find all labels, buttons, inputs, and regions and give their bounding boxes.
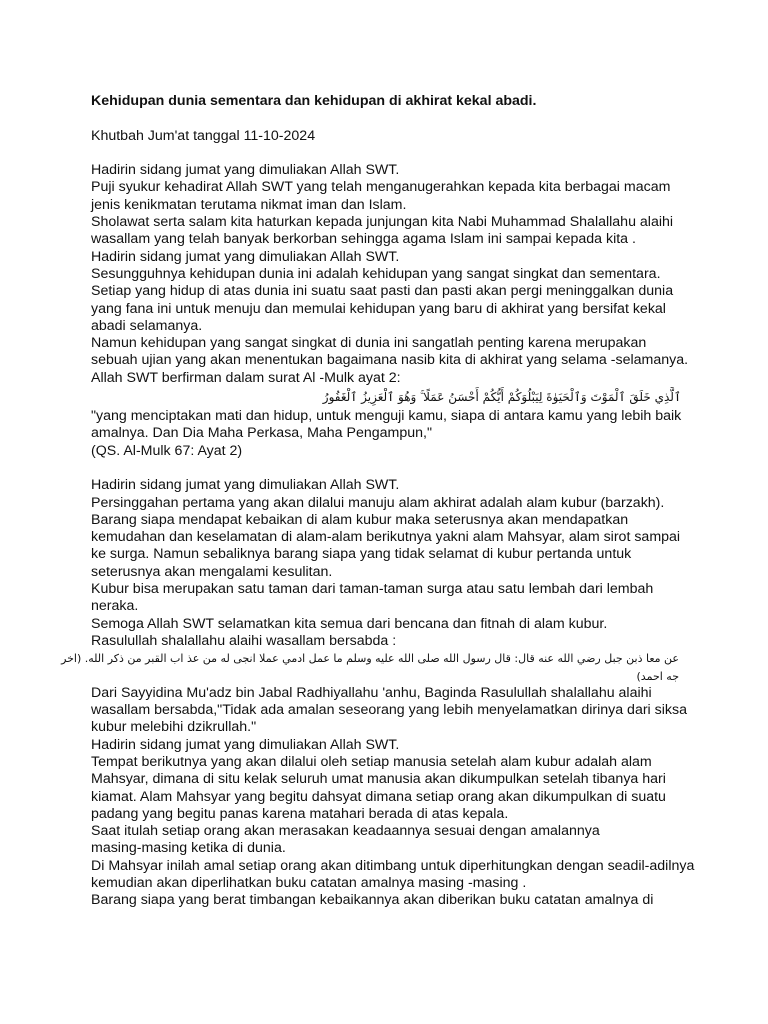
text-line: seterusnya akan mengalami kesulitan. — [91, 563, 333, 580]
text-line: amalnya. Dan Dia Maha Perkasa, Maha Pengampun," — [91, 425, 432, 442]
text-line: Hadirin sidang jumat yang dimuliakan Allah SWT. — [91, 477, 400, 494]
text-line: kiamat. Alam Mahsyar yang begitu dahsyat dimana setiap orang akan dikumpulkan di suatu — [91, 788, 666, 805]
text-line: Persinggahan pertama yang akan dilalui manuju alam akhirat adalah alam kubur (barzakh). — [91, 494, 665, 511]
text-line: Barang siapa yang berat timbangan kebaikannya akan diberikan buku catatan amalnya di — [91, 892, 654, 909]
text-line: Dari Sayyidina Mu'adz bin Jabal Radhiyallahu 'anhu, Baginda Rasulullah shalallahu alaihi — [91, 684, 652, 701]
text-line: wasallam bersabda,"Tidak ada amalan seseorang yang lebih menyelamatkan dirinya dari siksa — [91, 702, 687, 719]
text-line: kemudian akan diperlihatkan buku catatan amalnya masing -masing . — [91, 875, 527, 892]
hadith-arabic-line-1: عن معا ذبن جبل رضي الله عنه قال: قال رسول الله صلى الله عليه وسلم ما عمل ادمي عملا انجى له من عذ اب القبر من ذكر الله. (اخر — [61, 652, 679, 666]
text-line: Hadirin sidang jumat yang dimuliakan Allah SWT. — [91, 736, 400, 753]
text-line: masing-masing ketika di dunia. — [91, 840, 286, 857]
quran-verse-arabic: ٱلَّذِي خَلَقَ ٱلْمَوْتَ وَٱلْحَيَوٰةَ لِيَبْلُوَكُمْ أَيُّكُمْ أَحْسَنُ عَمَلًا ۚ وَهُوَ ٱلْعَزِيزُ ٱلْغَفُورُ — [322, 390, 681, 405]
text-line: jenis kenikmatan terutama nikmat iman dan Islam. — [91, 196, 407, 213]
paragraph-block-3 — [91, 477, 691, 650]
text-line: Tempat berikutnya yang akan dilalui oleh setiap manusia setelah alam kubur adalah alam — [91, 753, 652, 770]
text-line: Hadirin sidang jumat yang dimuliakan Allah SWT. — [91, 162, 400, 179]
text-line: Sholawat serta salam kita haturkan kepada junjungan kita Nabi Muhammad Shalallahu alaihi — [91, 214, 674, 231]
paragraph-block-4 — [91, 684, 695, 910]
text-line: Allah SWT berfirman dalam surat Al -Mulk ayat 2: — [91, 369, 401, 386]
paragraph-block-1 — [91, 162, 691, 387]
text-line: Hadirin sidang jumat yang dimuliakan Allah SWT. — [91, 248, 400, 265]
spacer — [91, 460, 691, 477]
spacer — [91, 110, 691, 127]
text-line: kubur melebihi dzikrullah." — [91, 719, 257, 736]
hadith-arabic-line-2: جه احمد) — [636, 669, 679, 683]
spacer — [91, 145, 691, 162]
text-line: kemudahan dan keselamatan di alam-alam berikutnya yakni alam Mahsyar, alam sirot sampai — [91, 529, 681, 546]
text-line: Sesungguhnya kehidupan dunia ini adalah kehidupan yang sangat singkat dan sementara. — [91, 265, 661, 282]
text-line: wasallam yang telah banyak berkorban sehingga agama Islam ini sampai kepada kita . — [91, 231, 636, 248]
text-line: Saat itulah setiap orang akan merasakan keadaannya sesuai dengan amalannya — [91, 823, 600, 840]
paragraph-block-2 — [91, 408, 691, 460]
text-line: padang yang begitu panas karena matahari berada di atas kepala. — [91, 805, 509, 822]
text-line: yang fana ini untuk menuju dan memulai kehidupan yang baru di akhirat yang bersifat kekal — [91, 300, 666, 317]
text-line: Rasulullah shalallahu alaihi wasallam bersabda : — [91, 632, 397, 649]
text-line: Namun kehidupan yang sangat singkat di dunia ini sangatlah penting karena merupakan — [91, 335, 647, 352]
text-line: (QS. Al-Mulk 67: Ayat 2) — [91, 442, 243, 459]
text-line: Semoga Allah SWT selamatkan kita semua dari bencana dan fitnah di alam kubur. — [91, 615, 608, 632]
text-line: sebuah ujian yang akan menentukan bagaimana nasib kita di akhirat yang selama -selamanya. — [91, 352, 689, 369]
text-line: Di Mahsyar inilah amal setiap orang akan ditimbang untuk diperhitungkan dengan seadil-adilnya — [91, 857, 695, 874]
document-page — [61, 93, 695, 910]
text-line: ke surga. Namun sebaliknya barang siapa yang tidak selamat di kubur pertanda untuk — [91, 546, 632, 563]
text-line: neraka. — [91, 598, 139, 615]
text-line: Mahsyar, dimana di situ kelak seluruh umat manusia akan dikumpulkan setelah tibanya hari — [91, 771, 666, 788]
document-title: Kehidupan dunia sementara dan kehidupan di akhirat kekal abadi. — [91, 93, 537, 109]
document-subtitle: Khutbah Jum'at tanggal 11-10-2024 — [91, 127, 316, 144]
text-line: Setiap yang hidup di atas dunia ini suatu saat pasti dan pasti akan pergi meninggalkan dunia — [91, 283, 674, 300]
text-line: Puji syukur kehadirat Allah SWT yang telah menganugerahkan kepada kita berbagai macam — [91, 179, 671, 196]
text-line: Kubur bisa merupakan satu taman dari taman-taman surga atau satu lembah dari lembah — [91, 581, 654, 598]
text-line: "yang menciptakan mati dan hidup, untuk menguji kamu, siapa di antara kamu yang lebih baik — [91, 408, 682, 425]
text-line: abadi selamanya. — [91, 317, 203, 334]
text-line: Barang siapa mendapat kebaikan di alam kubur maka seterusnya akan mendapatkan — [91, 511, 629, 528]
